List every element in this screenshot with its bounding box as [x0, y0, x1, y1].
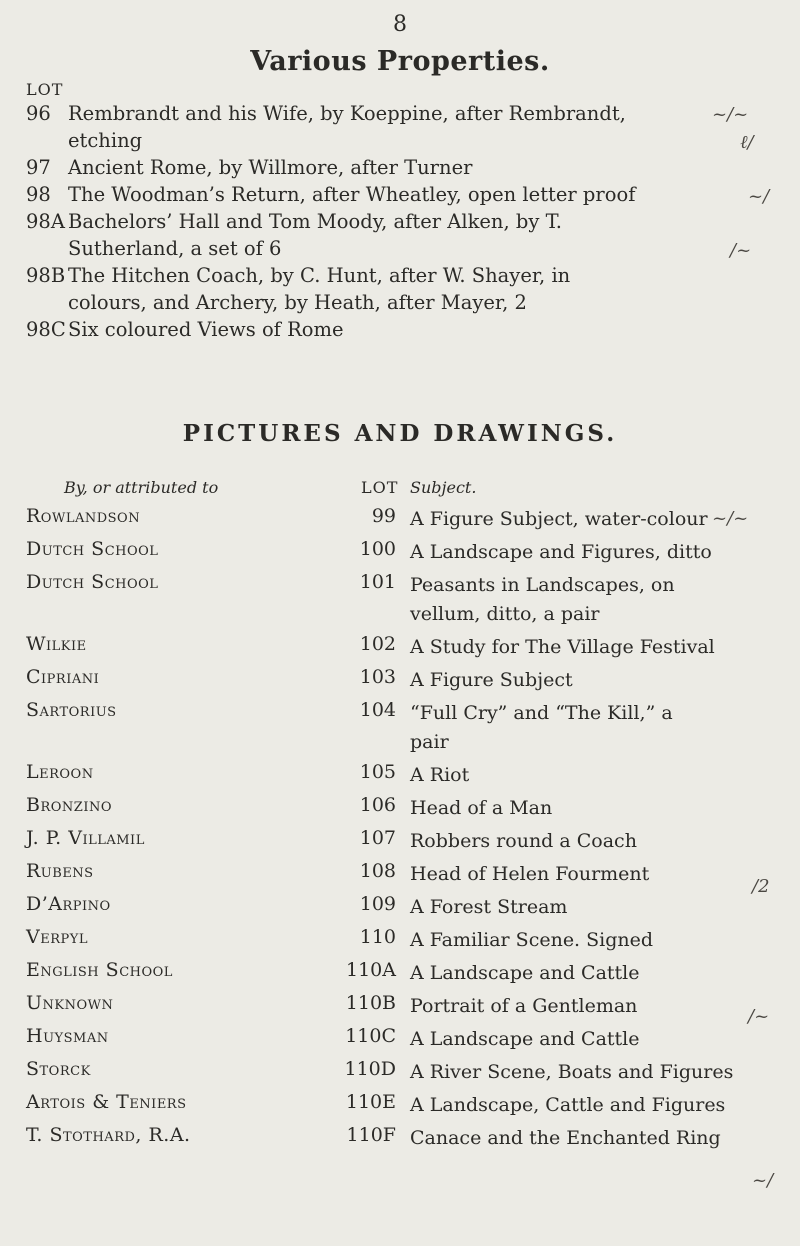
artist: Dutch School [26, 538, 159, 560]
handwritten-mark: /~ [730, 240, 752, 261]
lot-number: 110A [346, 959, 396, 981]
column-header-by: By, or attributed to [64, 478, 219, 497]
property-text-continued: etching [68, 129, 143, 152]
artist: J. P. Villamil [26, 827, 145, 849]
subject-line-continued: vellum, ditto, a pair [410, 603, 600, 625]
subject-line-continued: pair [410, 731, 449, 753]
property-item [26, 316, 786, 343]
table-row [0, 571, 800, 633]
subject: A Landscape, Cattle and Figures [410, 1094, 726, 1116]
subject-line: “Full Cry” and “The Kill,” a [410, 702, 673, 724]
artist: Sartorius [26, 699, 117, 721]
subject: A Riot [410, 764, 470, 786]
table-row [0, 992, 800, 1025]
subject: Canace and the Enchanted Ring [410, 1127, 721, 1149]
artist: English School [26, 959, 173, 981]
lot-number: 109 [359, 893, 396, 915]
lot-number: 102 [359, 633, 396, 655]
lot-number: 97 [26, 156, 51, 179]
artist: Cipriani [26, 666, 100, 688]
handwritten-mark: /2 [752, 876, 770, 897]
table-row [0, 633, 800, 666]
table-row [0, 1091, 800, 1124]
subject: Robbers round a Coach [410, 830, 637, 852]
artist: Rubens [26, 860, 94, 882]
property-item [26, 181, 786, 208]
lot-number: 98B [26, 264, 66, 287]
property-text: Rembrandt and his Wife, by Koeppine, after Rembrandt, [68, 102, 626, 125]
subject: Head of Helen Fourment [410, 863, 650, 885]
table-row [0, 794, 800, 827]
lot-number: 103 [359, 666, 396, 688]
artist: Bronzino [26, 794, 112, 816]
pictures-table [0, 505, 800, 1157]
properties-list [26, 100, 786, 343]
table-row [0, 1025, 800, 1058]
property-item [26, 154, 786, 181]
artist: Artois & Teniers [26, 1091, 187, 1113]
lot-number: 104 [359, 699, 396, 721]
artist: Huysman [26, 1025, 109, 1047]
table-row [0, 893, 800, 926]
page-number: 8 [393, 12, 407, 37]
lot-number: 98C [26, 318, 66, 341]
artist: Wilkie [26, 633, 87, 655]
artist: T. Stothard, R.A. [26, 1124, 191, 1146]
property-text-continued: colours, and Archery, by Heath, after Mayer, 2 [68, 291, 527, 314]
subject [410, 699, 785, 757]
property-item [26, 208, 786, 262]
property-text: The Hitchen Coach, by C. Hunt, after W. Shayer, in [68, 264, 571, 287]
subject: A Figure Subject, water-colour [410, 508, 708, 530]
table-row [0, 926, 800, 959]
lot-number: 105 [359, 761, 396, 783]
section-title: PICTURES AND DRAWINGS. [182, 420, 618, 447]
handwritten-mark: ~/~ [712, 508, 749, 529]
lot-number: 106 [359, 794, 396, 816]
handwritten-mark: ℓ/ [740, 132, 754, 153]
table-row [0, 860, 800, 893]
lot-number: 108 [359, 860, 396, 882]
table-row [0, 761, 800, 794]
table-row [0, 538, 800, 571]
column-header-subject: Subject. [410, 478, 477, 497]
property-text: Bachelors’ Hall and Tom Moody, after Alken, by T. [68, 210, 562, 233]
lot-number: 110D [344, 1058, 396, 1080]
subject: Portrait of a Gentleman [410, 995, 638, 1017]
lot-number: 98 [26, 183, 51, 206]
subject: Head of a Man [410, 797, 553, 819]
property-item [26, 262, 786, 316]
subject: A Figure Subject [410, 669, 573, 691]
handwritten-mark: ~/~ [712, 104, 749, 125]
table-row [0, 1058, 800, 1091]
table-row [0, 1124, 800, 1157]
subject [410, 571, 785, 629]
subject: A River Scene, Boats and Figures [410, 1061, 734, 1083]
handwritten-mark: ~/ [748, 186, 770, 207]
table-row [0, 699, 800, 761]
property-item [26, 100, 786, 154]
artist: Verpyl [26, 926, 88, 948]
property-text: The Woodman’s Return, after Wheatley, open letter proof [68, 183, 636, 206]
table-row [0, 505, 800, 538]
subject: A Forest Stream [410, 896, 568, 918]
subject: A Landscape and Figures, ditto [410, 541, 712, 563]
lot-number: 101 [359, 571, 396, 593]
lot-number: 110 [359, 926, 396, 948]
artist: Rowlandson [26, 505, 141, 527]
page-title: Various Properties. [250, 46, 550, 77]
subject: A Familiar Scene. Signed [410, 929, 654, 951]
handwritten-mark: /~ [748, 1006, 770, 1027]
subject: A Study for The Village Festival [410, 636, 715, 658]
lot-number: 100 [359, 538, 396, 560]
property-text: Ancient Rome, by Willmore, after Turner [68, 156, 473, 179]
property-text-continued: Sutherland, a set of 6 [68, 237, 282, 260]
artist: Leroon [26, 761, 94, 783]
lot-number: 98A [26, 210, 65, 233]
lot-number: 110E [345, 1091, 396, 1113]
lot-number: 96 [26, 102, 51, 125]
artist: Dutch School [26, 571, 159, 593]
property-text: Six coloured Views of Rome [68, 318, 344, 341]
subject: A Landscape and Cattle [410, 962, 640, 984]
lot-column-header: LOT [26, 80, 64, 99]
subject: A Landscape and Cattle [410, 1028, 640, 1050]
lot-number: 110B [345, 992, 396, 1014]
table-row [0, 666, 800, 699]
subject-line: Peasants in Landscapes, on [410, 574, 675, 596]
table-row [0, 959, 800, 992]
lot-number: 110C [345, 1025, 396, 1047]
table-row [0, 827, 800, 860]
lot-number: 110F [346, 1124, 396, 1146]
lot-number: 107 [359, 827, 396, 849]
artist: Storck [26, 1058, 91, 1080]
artist: D’Arpino [26, 893, 111, 915]
handwritten-mark: ~/ [752, 1170, 774, 1191]
column-header-lot: LOT [361, 478, 399, 497]
artist: Unknown [26, 992, 114, 1014]
lot-number: 99 [371, 505, 396, 527]
